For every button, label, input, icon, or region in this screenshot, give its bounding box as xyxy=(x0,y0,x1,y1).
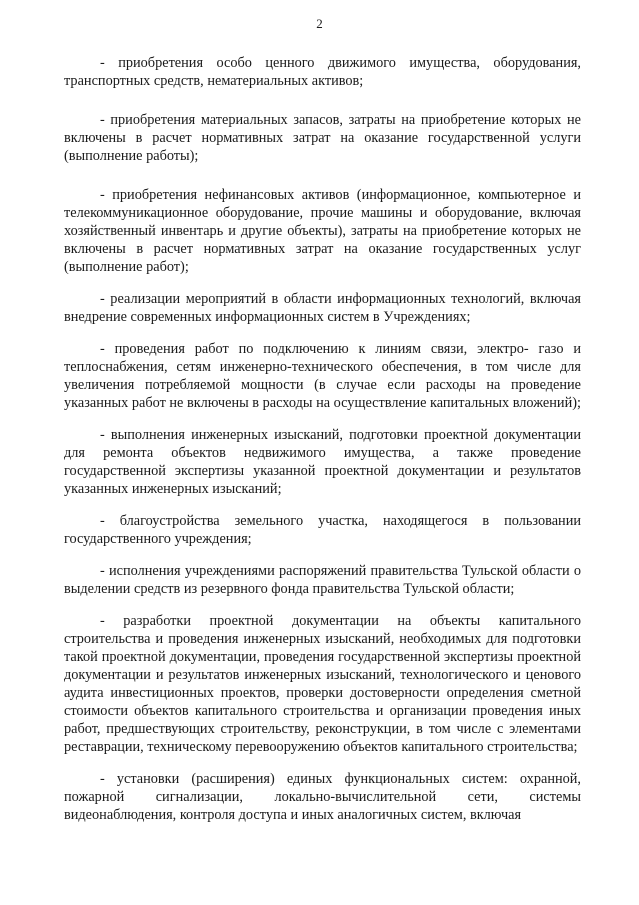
list-item: - благоустройства земельного участка, находящегося в пользовании государственного учреждения; xyxy=(64,513,581,547)
list-item: - реализации мероприятий в области информационных технологий, включая внедрение современных информационных систем в Учреждениях; xyxy=(64,291,581,325)
list-item: - разработки проектной документации на объекты капитального строительства и проведения инженерных изысканий, необходимых для подготовки такой проектной документации, проведения государственной экспертизы проектной документации и результатов инженерных изысканий, технологического и ценового аудита инвестиционных проектов, проверки достоверности определения сметной стоимости объектов капитального строительства и организации проведения иных работ, предшествующих строительству, реконструкции, в том числе с элементами реставрации, техническому перевооружению объектов капитального строительства; xyxy=(64,613,581,755)
page-number: 2 xyxy=(316,16,323,31)
list-item: - приобретения материальных запасов, затраты на приобретение которых не включены в расчет нормативных затрат на оказание государственной услуги (выполнение работы); xyxy=(64,112,581,164)
list-item: - приобретения особо ценного движимого имущества, оборудования, транспортных средств, нематериальных активов; xyxy=(64,55,581,89)
document-body xyxy=(64,54,581,838)
list-item: - выполнения инженерных изысканий, подготовки проектной документации для ремонта объектов недвижимого имущества, а также проведение государственной экспертизы указанной проектной документации и результатов указанных инженерных изысканий; xyxy=(64,427,581,497)
list-item: - исполнения учреждениями распоряжений правительства Тульской области о выделении средств из резервного фонда правительства Тульской области; xyxy=(64,563,581,597)
list-item: - установки (расширения) единых функциональных систем: охранной, пожарной сигнализации, локально-вычислительной сети, системы видеонаблюдения, контроля доступа и иных аналогичных систем, включая xyxy=(64,771,581,823)
list-item: - проведения работ по подключению к линиям связи, электро- газо и теплоснабжения, сетям инженерно-технического обеспечения, в том числе для увеличения потребляемой мощности (в случае если расходы на проведение указанных работ не включены в расходы на осуществление капитальных вложений); xyxy=(64,341,581,411)
list-item: - приобретения нефинансовых активов (информационное, компьютерное и телекоммуникационное оборудование, прочие машины и оборудование, включая хозяйственный инвентарь и другие объекты), затраты на приобретение которых не включены в расчет нормативных затрат на оказание государственных услуг (выполнение работ); xyxy=(64,187,581,275)
